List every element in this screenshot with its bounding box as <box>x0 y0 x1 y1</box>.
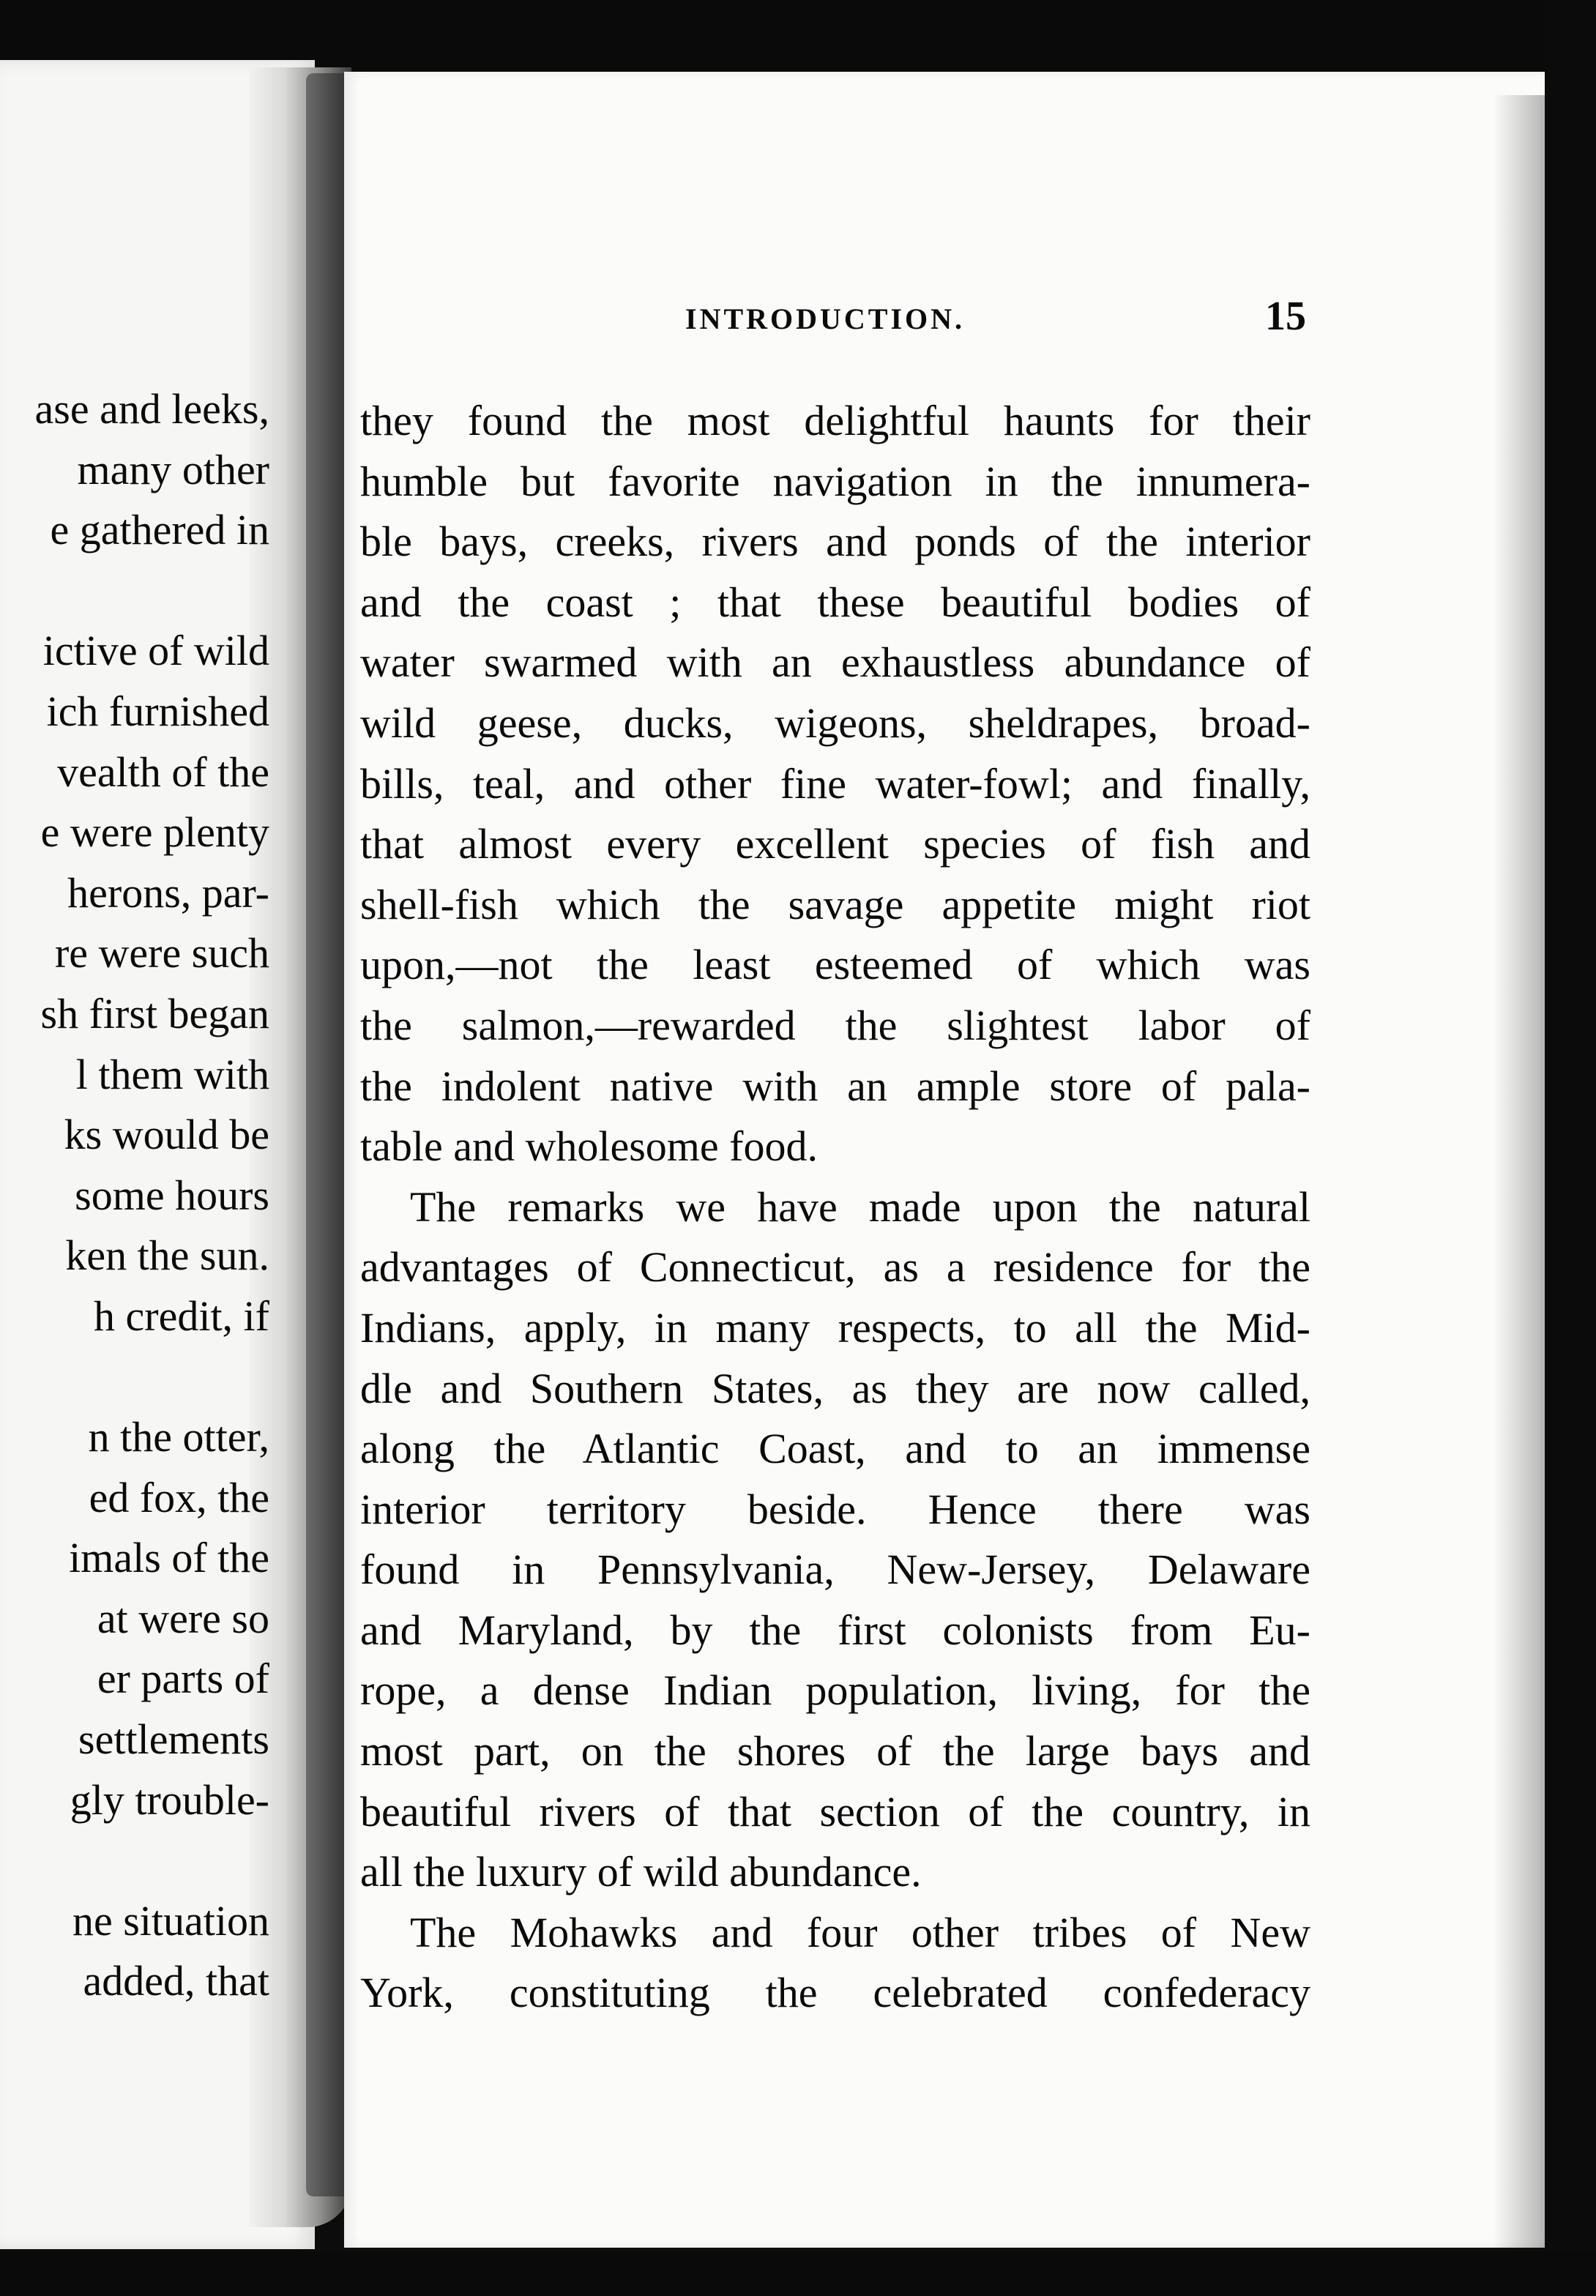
text-line: interior territory beside. Hence there was <box>360 1485 1310 1533</box>
left-line: ken the sun. <box>65 1231 269 1280</box>
left-line: added, that <box>83 1957 269 2005</box>
left-line: e were plenty <box>40 808 269 857</box>
text-line: along the Atlantic Coast, and to an immense <box>360 1425 1310 1473</box>
text-line: shell-fish which the savage appetite might riot <box>360 880 1310 928</box>
left-line: ictive of wild <box>42 627 269 675</box>
text-line: most part, on the shores of the large bays and <box>360 1727 1310 1775</box>
text-line: rope, a dense Indian population, living, for the <box>360 1666 1310 1715</box>
text-line: and the coast ; that these beautiful bodies of <box>360 578 1310 626</box>
left-line: re were such <box>54 929 269 977</box>
left-line: ne situation <box>72 1896 269 1945</box>
text-line: York, constituting the celebrated confederacy <box>360 1969 1310 2017</box>
left-line <box>0 1830 269 1891</box>
text-line: dle and Southern States, as they are now called, <box>360 1364 1310 1412</box>
text-line: found in Pennsylvania, New-Jersey, Delaware <box>360 1546 1310 1594</box>
left-line: er parts of <box>97 1655 269 1703</box>
left-line: h credit, if <box>94 1292 269 1340</box>
text-line: the salmon,—rewarded the slightest labor of <box>360 1001 1310 1049</box>
text-line: humble but favorite navigation in the innumera- <box>360 457 1310 505</box>
text-line: that almost every excellent species of fish and <box>360 820 1310 868</box>
left-line: ase and leeks, <box>34 385 269 433</box>
left-line: herons, par- <box>67 868 269 917</box>
left-line <box>0 561 269 622</box>
left-line: imals of the <box>69 1534 269 1582</box>
text-line: all the luxury of wild abundance. <box>360 1848 922 1896</box>
scan-right-border <box>1545 0 1596 2296</box>
left-line: some hours <box>75 1171 269 1219</box>
text-line: table and wholesome food. <box>360 1122 818 1171</box>
text-line: and Maryland, by the first colonists from Eu- <box>360 1606 1310 1654</box>
text-line: water swarmed with an exhaustless abundance of <box>360 638 1310 687</box>
body-text <box>360 391 1310 2024</box>
left-line: settlements <box>78 1715 269 1764</box>
text-line: advantages of Connecticut, as a residence for the <box>360 1243 1310 1292</box>
left-line: gly trouble- <box>70 1775 269 1824</box>
left-page-text <box>0 379 269 2012</box>
text-line: upon,—not the least esteemed of which was <box>360 941 1310 989</box>
left-line: ed fox, the <box>89 1473 269 1521</box>
page-number: 15 <box>1265 294 1306 339</box>
left-line: sh first began <box>40 989 269 1037</box>
left-line: many other <box>77 445 269 493</box>
page-edge-shadow <box>1494 95 1551 2248</box>
left-line: ks would be <box>64 1111 269 1159</box>
text-line: they found the most delightful haunts for their <box>360 397 1310 444</box>
paragraph-first-line: The Mohawks and four other tribes of New <box>410 1908 1310 1956</box>
scan-bottom-border <box>0 2252 1596 2296</box>
text-line: Indians, apply, in many respects, to all the Mid- <box>360 1303 1310 1352</box>
running-header: INTRODUCTION. <box>685 302 966 335</box>
left-line: e gathered in <box>50 506 269 554</box>
left-line <box>0 1347 269 1408</box>
left-line: ich furnished <box>46 687 269 735</box>
text-line: wild geese, ducks, wigeons, sheldrapes, broad- <box>360 698 1310 747</box>
text-line: ble bays, creeks, rivers and ponds of the interior <box>360 518 1310 566</box>
left-line: at were so <box>97 1594 269 1642</box>
paragraph-first-line: The remarks we have made upon the natural <box>410 1182 1310 1231</box>
left-line: vealth of the <box>57 748 269 796</box>
text-line: beautiful rivers of that section of the country, in <box>360 1787 1310 1835</box>
text-line: the indolent native with an ample store of pala- <box>360 1062 1310 1110</box>
text-line: bills, teal, and other fine water-fowl; and finally, <box>360 759 1310 808</box>
left-line: n the otter, <box>88 1413 269 1461</box>
left-line: l them with <box>75 1050 269 1098</box>
